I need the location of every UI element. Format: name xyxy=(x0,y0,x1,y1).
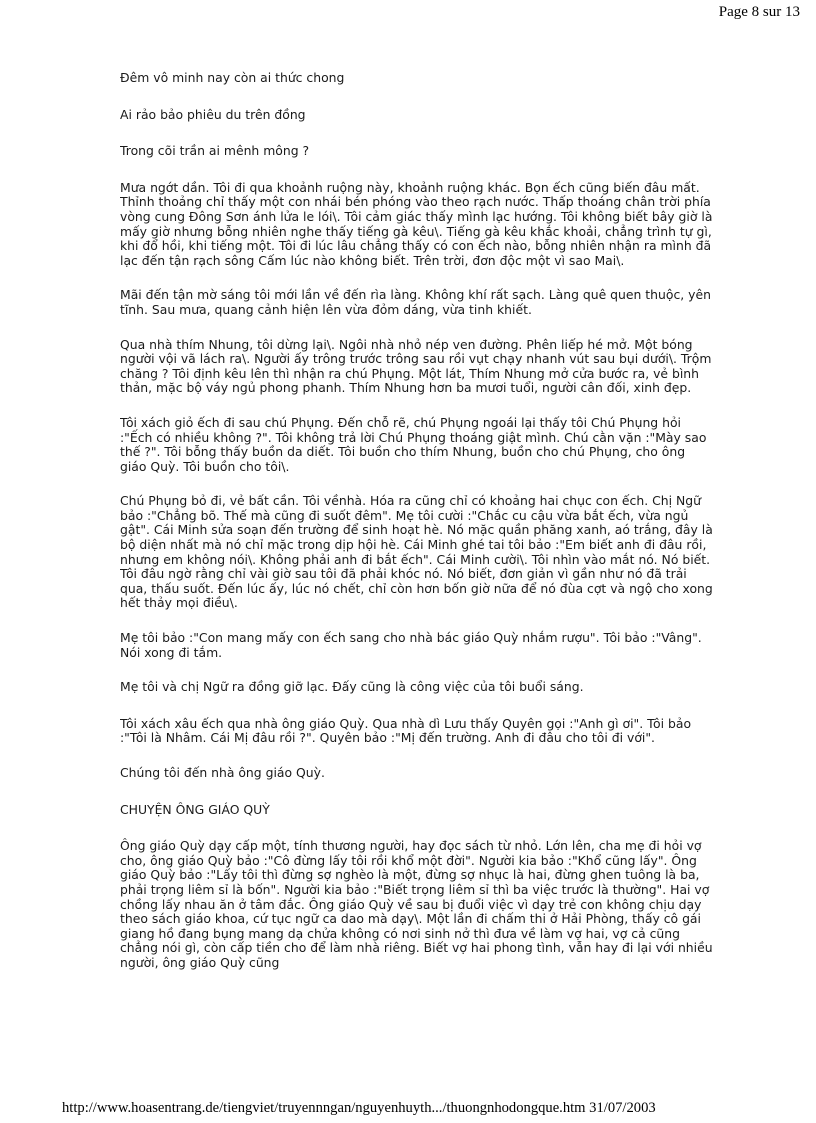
paragraph: Mưa ngớt dần. Tôi đi qua khoảnh ruộng này, khoảnh ruộng khác. Bọn ếch cũng biến đâu mất. Thỉnh thoảng chỉ thấy một con nhái bén phóng vào theo rạch nước. Thấp thoáng chân trời phía vòng cung Đông Sơn ánh lửa le lói\. Tôi cảm giác thấy mình lạc hướng. Tôi không biết bây giờ là mấy giờ nhưng bỗng nhiên nghe thấy tiếng gà kêu\. Tiếng gà kêu khắc khoải, chẳng trình tự gì, khi đổ hồi, khi tiếng một. Tôi đi lúc lâu chẳng thấy có con ếch nào, bỗng nhiên nhận ra mình đã lạc đến tận rạch sông Cấm lúc nào không biết. Trên trời, đơn độc một vì sao Mai\. xyxy=(120,179,713,268)
paragraph: Ông giáo Quỳ dạy cấp một, tính thương người, hay đọc sách từ nhỏ. Lớn lên, cha mẹ đi hỏi vợ cho, ông giáo Quỳ bảo :"Cô đừng lấy tôi rồi khổ một đời". Người kia bảo :"Khổ cũng lấy". Ông giáo Quỳ bảo :"Lấy tôi thì đừng sợ nghèo là một, đừng sợ nhục là hai, đừng ghen tuông là ba, phải trọng liêm sỉ là bốn". Người kia bảo :"Biết trọng liêm sỉ thì ba việc trước là thường". Hai vợ chồng lấy nhau ăn ở tâm đắc. Ông giáo Quỳ về sau bị đuổi việc vì dạy trẻ con không chịu dạy theo sách giáo khoa, cứ tục ngữ ca dao mà dạy\. Một lần đi chấm thi ở Hải Phòng, thấy cô gái giang hồ đang bụng mang dạ chửa không có nơi sinh nở thì đưa về làm vợ hai, vợ cả cũng chẳng nói gì, còn cấp tiền cho để làm nhà riêng. Biết vợ hai phong tình, vẫn hay đi lại với nhiều người, ông giáo Quỳ cũng xyxy=(120,838,713,970)
poem-line: Ai rảo bảo phiêu du trên đồng xyxy=(120,106,306,122)
article-body xyxy=(120,71,714,1056)
paragraph: Mãi đến tận mờ sáng tôi mới lần về đến rìa làng. Không khí rất sạch. Làng quê quen thuộc, yên tĩnh. Sau mưa, quang cảnh hiện lên vừa đỏm dáng, vừa tinh khiết. xyxy=(120,287,711,317)
paragraph: Qua nhà thím Nhung, tôi dừng lại\. Ngôi nhà nhỏ nép ven đường. Phên liếp hé mở. Một bóng người vội vã lách ra\. Người ấy trông trước trông sau rồi vụt chạy nhanh vút sau bụi dưới\. Trộm chăng ? Tôi định kêu lên thì nhận ra chú Phụng. Một lát, Thím Nhung mở cửa bước ra, vẻ bình thản, mặc bộ váy ngủ phong phanh. Thím Nhung hơn ba mươi tuổi, người cân đối, xinh đẹp. xyxy=(120,336,712,396)
page-number-label: Page 8 sur 13 xyxy=(718,4,800,20)
paragraph: Tôi xách xâu ếch qua nhà ông giáo Quỳ. Qua nhà dì Lưu thấy Quyên gọi :"Anh gì ơi". Tôi bảo :"Tôi là Nhâm. Cái Mị đâu rồi ?". Quyên bảo :"Mị đến trường. Anh đi đâu cho tôi đi với". xyxy=(120,715,692,746)
paragraph: Mẹ tôi và chị Ngữ ra đồng giỡ lạc. Đấy cũng là công việc của tôi buổi sáng. xyxy=(120,679,584,695)
poem-line: Trong cõi trần ai mênh mông ? xyxy=(120,143,310,159)
paragraph: Tôi xách giỏ ếch đi sau chú Phụng. Đến chỗ rẽ, chú Phụng ngoái lại thấy tôi Chú Phụng hỏi :"Ếch có nhiều không ?". Tôi không trả lời Chú Phụng thoáng giật mình. Chú cằn vặn :"Mày sao thế ?". Tôi bỗng thấy buồn da diết. Tôi buồn cho thím Nhung, buồn cho chú Phụng, cho ông giáo Quỳ. Tôi buồn cho tôi\. xyxy=(120,414,707,474)
paragraph: Chú Phụng bỏ đi, vẻ bất cần. Tôi vềnhà. Hóa ra cũng chỉ có khoảng hai chục con ếch. Chị Ngữ bảo :"Chẳng bõ. Thế mà cũng đi suốt đêm". Mẹ tôi cười :"Chắc cu cậu vừa bắt ếch, vừa ngủ gật". Cái Minh sửa soạn đến trường để sinh hoạt hè. Nó mặc quần phăng xanh, aó trắng, đây là bộ diện nhất mà nó chỉ mặc trong dịp hội hè. Cái Minh ghé tai tôi bảo :"Em biết anh đi đâu rồi, nhưng em không nói\. Không phải anh đi bắt ếch". Cái Minh cười\. Tôi nhìn vào mắt nó. Nó biết. Tôi đâu ngờ rằng chỉ vài giờ sau tôi đã phải khóc nó. Nó biết, đơn giản vì gần như nó đã trải qua, thấu suốt. Đến lúc ấy, lúc nó chết, chỉ còn hơn bốn giờ nữa để nó đùa cợt và ngộ cho xong hết thảy mọi điều\. xyxy=(120,493,713,611)
paragraph: Mẹ tôi bảo :"Con mang mấy con ếch sang cho nhà bác giáo Quỳ nhắm rượu". Tôi bảo :"Vâng". Nói xong đi tắm. xyxy=(120,630,702,660)
section-heading: CHUYỆN ÔNG GIÁO QUỲ xyxy=(120,801,270,817)
paragraph: Chúng tôi đến nhà ông giáo Quỳ. xyxy=(120,765,325,780)
poem-line: Đêm vô minh nay còn ai thức chong xyxy=(120,71,345,85)
footer-url-date: http://www.hoasentrang.de/tiengviet/truyennngan/nguyenhuyth.../thuongnhodongque.htm 31/07/2003 xyxy=(62,1100,656,1116)
